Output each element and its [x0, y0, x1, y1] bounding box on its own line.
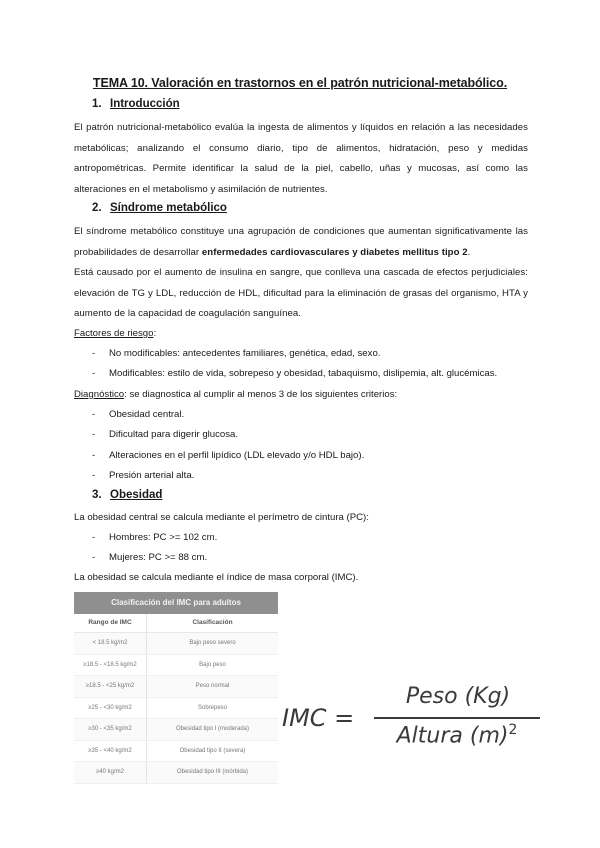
- section-heading-introduccion: [92, 98, 180, 110]
- formula-denominator: Altura (m): [396, 723, 509, 749]
- list-item: - Mujeres: PC >= 88 cm.: [92, 552, 208, 563]
- imc-table: [74, 592, 278, 784]
- table-cell: Bajo peso: [199, 661, 226, 668]
- table-row: [74, 676, 278, 698]
- pc-text: Mujeres: PC >= 88 cm.: [109, 552, 208, 563]
- section-title: Obesidad: [110, 489, 163, 501]
- factor-text: Modificables: estilo de vida, sobrepeso y obesidad, tabaquismo, dislipemia, alt. glucémicas.: [109, 368, 498, 379]
- section-heading-obesidad: [92, 489, 162, 501]
- table-row: [74, 719, 278, 741]
- section-number: 2.: [92, 202, 102, 214]
- list-item: - Obesidad central.: [92, 409, 185, 420]
- table-cell: Obesidad tipo II (severa): [179, 747, 246, 754]
- table-cell: ≥25 - <30 kg/m2: [74, 698, 147, 719]
- formula-lhs: IMC =: [282, 704, 355, 732]
- section-heading-sindrome: [92, 202, 227, 214]
- list-item: - Presión arterial alta.: [92, 470, 195, 481]
- fraction-bar: [374, 717, 540, 719]
- pc-text: Hombres: PC >= 102 cm.: [109, 532, 218, 543]
- table-cell: < 18.5 kg/m2: [74, 633, 147, 654]
- document-title: TEMA 10. Valoración en trastornos en el patrón nutricional-metabólico.: [92, 76, 508, 90]
- imc-table-header-cell: Rango de IMC: [74, 614, 147, 632]
- factores-colon: :: [153, 328, 157, 339]
- sindrome-paragraph-2: Está causado por el aumento de insulina en sangre, que conlleva una cascada de efectos perjudiciales: elevación de TG y LDL, reducción de HDL, dificultad para la eliminación de grasas del organismo, HTA y aumento de la capacidad de coagulación sanguínea.: [74, 267, 528, 319]
- table-cell: Obesidad tipo I (moderada): [175, 726, 250, 732]
- list-item: - Dificultad para digerir glucosa.: [92, 429, 239, 440]
- table-cell: ≥40 kg/m2: [74, 762, 147, 783]
- table-cell: ≥30 - <35 kg/m2: [74, 719, 147, 740]
- table-cell: ≥18.5 - <25 kg/m2: [74, 676, 147, 697]
- list-item: - Hombres: PC >= 102 cm.: [92, 532, 218, 543]
- sindrome-text-end: .: [467, 246, 471, 258]
- table-row: [74, 698, 278, 720]
- table-cell: Peso normal: [195, 683, 230, 689]
- imc-table-header-cell: Clasificación: [192, 619, 233, 626]
- obesidad-line-1: La obesidad central se calcula mediante el perímetro de cintura (PC):: [74, 512, 369, 523]
- table-cell: Obesidad tipo III (mórbida): [176, 769, 249, 775]
- section-number: 3.: [92, 489, 102, 501]
- list-item: - Modificables: estilo de vida, sobrepeso y obesidad, tabaquismo, dislipemia, alt. glucémicas.: [92, 368, 498, 379]
- obesidad-line-2: La obesidad se calcula mediante el índice de masa corporal (IMC).: [74, 572, 359, 583]
- factores-label-line: [74, 328, 156, 339]
- section-title: Síndrome metabólico: [110, 202, 227, 214]
- table-row: [74, 655, 278, 677]
- formula-numerator: Peso (Kg): [405, 684, 511, 709]
- intro-paragraph: El patrón nutricional-metabólico evalúa la ingesta de alimentos y líquidos en relación a las necesidades metabólicas; analizando el consumo diario, tipo de alimentos, hidratación, peso y medidas antropométricas. Permite identificar la salud de la piel, cabello, uñas y mucosas, así como las alteraciones en el metabolismo y asimilación de nutrientes.: [74, 122, 528, 195]
- diagnostico-text: : se diagnostica al cumplir al menos 3 de los siguientes criterios:: [124, 389, 398, 400]
- factores-label: Factores de riesgo: [74, 328, 154, 339]
- list-item: - No modificables: antecedentes familiares, genética, edad, sexo.: [92, 348, 381, 359]
- factor-text: No modificables: antecedentes familiares, genética, edad, sexo.: [109, 348, 381, 359]
- criterio-text: Obesidad central.: [109, 409, 185, 420]
- list-item: - Alteraciones en el perfil lipídico (LDL elevado y/o HDL bajo).: [92, 450, 365, 461]
- imc-table-body: [74, 633, 278, 784]
- imc-formula: [282, 680, 532, 760]
- sindrome-text: El síndrome metabólico constituye una agrupación de condiciones que aumentan significativamente las probabilidades de desarrollar: [74, 226, 528, 258]
- diagnostico-label: Diagnóstico: [74, 389, 125, 400]
- criterio-text: Dificultad para digerir glucosa.: [109, 429, 239, 440]
- table-cell: Sobrepeso: [197, 704, 228, 711]
- sindrome-paragraph-1: [74, 222, 528, 263]
- table-row: [74, 633, 278, 655]
- imc-table-title: Clasificación del IMC para adultos: [74, 592, 278, 614]
- formula-exponent: 2: [508, 722, 518, 738]
- table-cell: Bajo peso severo: [189, 640, 236, 646]
- table-row: [74, 762, 278, 784]
- imc-table-header: [74, 614, 278, 633]
- table-cell: ≥35 - <40 kg/m2: [74, 741, 147, 762]
- formula-denominator-wrap: [374, 722, 540, 748]
- table-row: [74, 741, 278, 763]
- diagnostico-line: [74, 389, 397, 400]
- criterio-text: Presión arterial alta.: [109, 470, 195, 481]
- table-cell: ≥18.5 - <18.5 kg/m2: [74, 655, 147, 676]
- sindrome-bold-text: enfermedades cardiovasculares y diabetes mellitus tipo 2: [201, 246, 468, 258]
- criterio-text: Alteraciones en el perfil lipídico (LDL elevado y/o HDL bajo).: [109, 450, 365, 461]
- section-number: 1.: [92, 98, 102, 110]
- section-title: Introducción: [110, 98, 180, 110]
